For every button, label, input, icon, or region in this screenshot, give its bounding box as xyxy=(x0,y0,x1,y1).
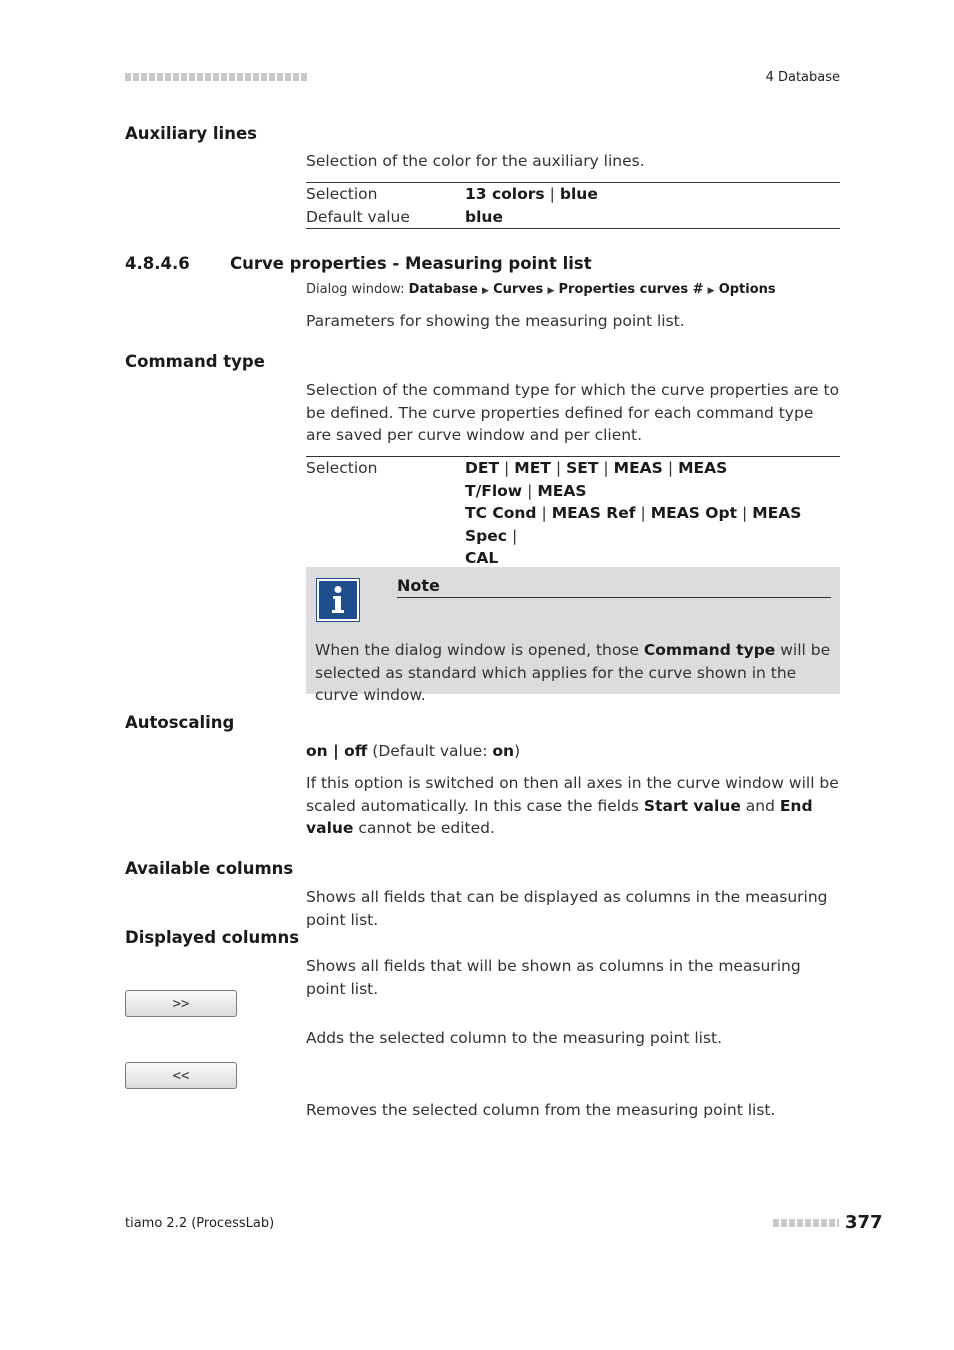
path-item: Curves xyxy=(493,282,544,297)
selection-value: blue xyxy=(559,185,598,203)
path-item: Database xyxy=(408,282,478,297)
selection-values: 13 colors | blue xyxy=(465,185,598,203)
autoscaling-options: on | off (Default value: on) xyxy=(306,742,521,760)
selection-line: CAL xyxy=(465,549,499,567)
path-item: Properties curves # xyxy=(558,282,704,297)
selection-row xyxy=(306,183,840,206)
default-label: Default value xyxy=(306,207,410,226)
arrow-icon: ▶ xyxy=(707,286,715,296)
available-columns-heading: Available columns xyxy=(125,859,294,878)
displayed-columns-description: Shows all fields that will be shown as columns in the measuring point list. xyxy=(306,957,801,998)
section-intro: Parameters for showing the measuring point list. xyxy=(306,312,685,330)
command-type-description: Selection of the command type for which the curve properties are to be defined. The curve properties defined for each command type are saved per curve window and per client. xyxy=(306,381,840,444)
command-type-heading: Command type xyxy=(125,352,265,371)
note-title: Note xyxy=(397,576,831,598)
arrow-icon: ▶ xyxy=(547,286,555,296)
footer-product: tiamo 2.2 (ProcessLab) xyxy=(125,1216,275,1231)
add-column-button[interactable]: >> xyxy=(125,990,237,1017)
available-columns-description: Shows all fields that can be displayed as columns in the measuring point list. xyxy=(306,888,828,929)
remove-column-description: Removes the selected column from the measuring point list. xyxy=(306,1101,776,1119)
auxiliary-lines-description: Selection of the color for the auxiliary lines. xyxy=(306,152,645,170)
selection-label: Selection xyxy=(306,459,378,477)
section-title: Curve properties - Measuring point list xyxy=(230,254,592,273)
page-number: 377 xyxy=(845,1212,883,1233)
auxiliary-lines-heading: Auxiliary lines xyxy=(125,124,257,143)
autoscaling-description: If this option is switched on then all axes in the curve window will be scaled automatically. In this case the fields Start value and End value cannot be edited. xyxy=(306,774,839,837)
header-chapter: 4 Database xyxy=(765,70,840,85)
section-number: 4.8.4.6 xyxy=(125,254,190,273)
dialog-path xyxy=(306,282,776,297)
info-icon xyxy=(316,578,360,622)
header-decoration xyxy=(125,73,307,81)
footer-decoration xyxy=(773,1219,839,1227)
path-item: Options xyxy=(718,282,776,297)
note-text: When the dialog window is opened, those Command type will be selected as standard which applies for the curve shown in the curve window. xyxy=(315,641,831,704)
selection-value: 13 colors xyxy=(465,185,545,203)
auxiliary-lines-table xyxy=(306,182,840,229)
arrow-icon: ▶ xyxy=(482,286,489,296)
default-row xyxy=(306,206,840,229)
add-column-description: Adds the selected column to the measuring point list. xyxy=(306,1029,723,1047)
remove-column-button[interactable]: << xyxy=(125,1062,237,1089)
selection-line: DET | MET | SET | MEAS | MEAS T/Flow | MEAS xyxy=(465,459,728,500)
dialog-prefix: Dialog window: xyxy=(306,282,405,297)
autoscaling-heading: Autoscaling xyxy=(125,713,235,732)
displayed-columns-heading: Displayed columns xyxy=(125,928,300,947)
default-value: blue xyxy=(465,207,503,226)
selection-line: TC Cond | MEAS Ref | MEAS Opt | MEAS Spec | xyxy=(465,504,802,545)
note-box xyxy=(306,567,840,704)
selection-label: Selection xyxy=(306,185,378,203)
